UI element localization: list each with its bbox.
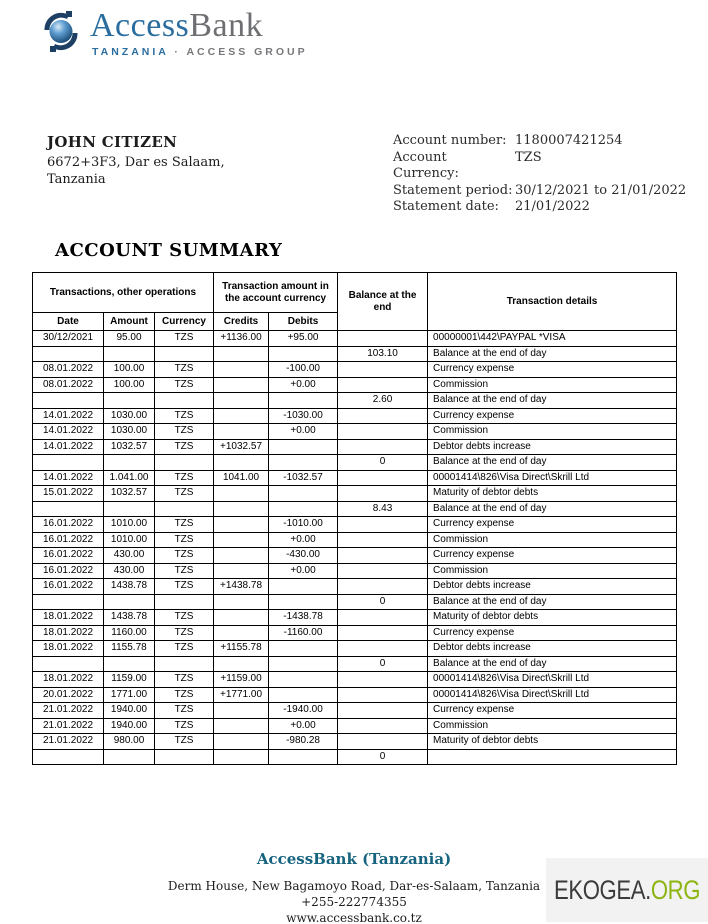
cell-currency: TZS — [155, 718, 214, 734]
cell-details: 00001414\826\Visa Direct\Skrill Ltd — [428, 470, 677, 486]
cell-amount: 1010.00 — [104, 532, 155, 548]
cell-amount: 1032.57 — [104, 486, 155, 502]
header-amount-group: Transaction amount in the account currency — [214, 273, 338, 313]
table-row — [33, 734, 677, 750]
cell-credits — [214, 377, 269, 393]
table-row — [33, 470, 677, 486]
cell-date: 08.01.2022 — [33, 377, 104, 393]
cell-debits — [269, 393, 338, 409]
cell-details: Commission — [428, 718, 677, 734]
statement-period-value: 30/12/2021 to 21/01/2022 — [515, 182, 687, 198]
cell-debits: -100.00 — [269, 362, 338, 378]
account-info-block — [393, 133, 686, 216]
cell-debits: -980.28 — [269, 734, 338, 750]
cell-debits: +0.00 — [269, 377, 338, 393]
cell-amount — [104, 656, 155, 672]
cell-credits — [214, 734, 269, 750]
cell-amount: 1159.00 — [104, 672, 155, 688]
account-number-label: Account number: — [393, 133, 507, 148]
footer-phone: +255-222774355 — [301, 895, 407, 909]
cell-balance: 0 — [338, 749, 428, 765]
table-row — [33, 625, 677, 641]
logo-word-bank: Bank — [189, 7, 264, 44]
cell-credits — [214, 424, 269, 440]
cell-debits: -430.00 — [269, 548, 338, 564]
table-row — [33, 331, 677, 347]
cell-currency: TZS — [155, 563, 214, 579]
table-row — [33, 501, 677, 517]
table-row — [33, 532, 677, 548]
cell-date: 14.01.2022 — [33, 439, 104, 455]
cell-currency — [155, 501, 214, 517]
logo-tagline — [92, 46, 308, 58]
cell-details: Balance at the end of day — [428, 393, 677, 409]
table-row — [33, 656, 677, 672]
cell-details: Commission — [428, 377, 677, 393]
cell-details: Currency expense — [428, 408, 677, 424]
cell-details: Currency expense — [428, 548, 677, 564]
footer-bank-name: AccessBank (Tanzania) — [256, 850, 452, 868]
statement-period-label: Statement period: — [393, 182, 513, 198]
cell-details: 00001414\826\Visa Direct\Skrill Ltd — [428, 687, 677, 703]
cell-balance — [338, 424, 428, 440]
cell-credits — [214, 486, 269, 502]
cell-details: Debtor debts increase — [428, 439, 677, 455]
logo-wordmark — [90, 8, 308, 44]
cell-date: 16.01.2022 — [33, 563, 104, 579]
cell-debits: +0.00 — [269, 718, 338, 734]
cell-balance — [338, 532, 428, 548]
cell-credits — [214, 548, 269, 564]
cell-date: 30/12/2021 — [33, 331, 104, 347]
header-balance: Balance at the end — [338, 273, 428, 331]
cell-details: Debtor debts increase — [428, 579, 677, 595]
cell-date: 16.01.2022 — [33, 579, 104, 595]
account-info-row — [393, 150, 686, 183]
table-row — [33, 563, 677, 579]
cell-date — [33, 346, 104, 362]
cell-amount: 1940.00 — [104, 703, 155, 719]
cell-debits — [269, 656, 338, 672]
cell-currency: TZS — [155, 470, 214, 486]
cell-credits — [214, 656, 269, 672]
cell-amount — [104, 594, 155, 610]
cell-details: Debtor debts increase — [428, 641, 677, 657]
cell-amount: 1030.00 — [104, 424, 155, 440]
table-row — [33, 579, 677, 595]
cell-balance — [338, 408, 428, 424]
cell-details: Currency expense — [428, 517, 677, 533]
table-row — [33, 393, 677, 409]
table-row — [33, 749, 677, 765]
logo-word-access: Access — [90, 7, 190, 44]
table-row — [33, 672, 677, 688]
cell-amount: 95.00 — [104, 331, 155, 347]
cell-balance: 0 — [338, 656, 428, 672]
cell-details: Commission — [428, 563, 677, 579]
customer-address-line2: Tanzania — [47, 172, 106, 187]
cell-date — [33, 594, 104, 610]
cell-date: 18.01.2022 — [33, 625, 104, 641]
cell-amount: 1438.78 — [104, 579, 155, 595]
cell-currency: TZS — [155, 439, 214, 455]
customer-address-line1: 6672+3F3, Dar es Salaam, — [47, 155, 225, 170]
cell-currency — [155, 455, 214, 471]
cell-balance — [338, 362, 428, 378]
cell-debits: +0.00 — [269, 563, 338, 579]
watermark-dark-part: EKOGEA. — [553, 874, 651, 905]
ekogea-watermark-text — [554, 875, 700, 906]
statement-date-value: 21/01/2022 — [515, 199, 590, 214]
cell-amount: 430.00 — [104, 548, 155, 564]
cell-currency: TZS — [155, 486, 214, 502]
customer-block — [47, 133, 225, 188]
cell-balance — [338, 548, 428, 564]
header-credits: Credits — [214, 313, 269, 331]
cell-credits: +1438.78 — [214, 579, 269, 595]
account-info-row — [393, 199, 686, 216]
cell-debits — [269, 346, 338, 362]
header-details: Transaction details — [428, 273, 677, 331]
cell-details: Balance at the end of day — [428, 455, 677, 471]
table-row — [33, 641, 677, 657]
cell-details: Currency expense — [428, 703, 677, 719]
cell-balance: 0 — [338, 455, 428, 471]
cell-balance — [338, 718, 428, 734]
cell-credits — [214, 718, 269, 734]
customer-address — [47, 154, 225, 188]
cell-debits: +95.00 — [269, 331, 338, 347]
customer-name: JOHN CITIZEN — [47, 133, 178, 151]
cell-balance — [338, 486, 428, 502]
table-row — [33, 610, 677, 626]
logo-text — [90, 8, 308, 58]
cell-balance — [338, 563, 428, 579]
cell-details: Currency expense — [428, 362, 677, 378]
cell-currency — [155, 594, 214, 610]
cell-details: 00001414\826\Visa Direct\Skrill Ltd — [428, 672, 677, 688]
cell-credits — [214, 749, 269, 765]
cell-details: Maturity of debtor debts — [428, 486, 677, 502]
account-currency-label: Account Currency: — [393, 149, 459, 181]
cell-date: 18.01.2022 — [33, 610, 104, 626]
cell-date — [33, 656, 104, 672]
cell-details: Currency expense — [428, 625, 677, 641]
cell-currency: TZS — [155, 734, 214, 750]
account-summary-title: ACCOUNT SUMMARY — [55, 240, 283, 261]
cell-amount — [104, 455, 155, 471]
cell-debits — [269, 749, 338, 765]
cell-currency: TZS — [155, 331, 214, 347]
cell-balance — [338, 377, 428, 393]
globe-orbit-icon — [38, 10, 84, 54]
cell-amount: 1438.78 — [104, 610, 155, 626]
table-row — [33, 346, 677, 362]
cell-amount: 980.00 — [104, 734, 155, 750]
statement-date-label: Statement date: — [393, 199, 499, 214]
cell-date — [33, 749, 104, 765]
cell-date: 21.01.2022 — [33, 734, 104, 750]
header-debits: Debits — [269, 313, 338, 331]
cell-currency: TZS — [155, 579, 214, 595]
cell-amount: 1155.78 — [104, 641, 155, 657]
table-row — [33, 362, 677, 378]
cell-debits: -1030.00 — [269, 408, 338, 424]
cell-amount — [104, 749, 155, 765]
cell-currency: TZS — [155, 703, 214, 719]
cell-details: Balance at the end of day — [428, 346, 677, 362]
cell-amount: 1771.00 — [104, 687, 155, 703]
cell-credits — [214, 346, 269, 362]
cell-date: 18.01.2022 — [33, 641, 104, 657]
table-row — [33, 718, 677, 734]
accessbank-logo — [38, 8, 308, 58]
cell-debits — [269, 672, 338, 688]
cell-credits — [214, 501, 269, 517]
cell-amount: 1940.00 — [104, 718, 155, 734]
cell-currency: TZS — [155, 377, 214, 393]
cell-date: 15.01.2022 — [33, 486, 104, 502]
cell-debits: -1438.78 — [269, 610, 338, 626]
cell-amount: 100.00 — [104, 362, 155, 378]
cell-amount — [104, 501, 155, 517]
account-info-row — [393, 183, 686, 200]
cell-debits — [269, 579, 338, 595]
cell-amount: 1010.00 — [104, 517, 155, 533]
cell-amount — [104, 393, 155, 409]
footer-address: Derm House, New Bagamoyo Road, Dar-es-Salaam, Tanzania — [167, 879, 541, 893]
cell-currency: TZS — [155, 517, 214, 533]
table-row — [33, 594, 677, 610]
table-row — [33, 439, 677, 455]
cell-credits: +1136.00 — [214, 331, 269, 347]
cell-balance — [338, 610, 428, 626]
header-amount: Amount — [104, 313, 155, 331]
cell-date — [33, 393, 104, 409]
cell-credits — [214, 594, 269, 610]
cell-balance — [338, 579, 428, 595]
cell-date: 18.01.2022 — [33, 672, 104, 688]
cell-balance — [338, 672, 428, 688]
cell-details: Balance at the end of day — [428, 594, 677, 610]
cell-balance — [338, 625, 428, 641]
table-row — [33, 703, 677, 719]
cell-credits — [214, 563, 269, 579]
cell-debits — [269, 687, 338, 703]
cell-credits — [214, 703, 269, 719]
table-row — [33, 408, 677, 424]
cell-currency — [155, 656, 214, 672]
cell-details: Maturity of debtor debts — [428, 734, 677, 750]
cell-credits: +1771.00 — [214, 687, 269, 703]
cell-credits — [214, 455, 269, 471]
table-row — [33, 517, 677, 533]
cell-date: 14.01.2022 — [33, 408, 104, 424]
table-row — [33, 424, 677, 440]
cell-date: 16.01.2022 — [33, 517, 104, 533]
cell-credits — [214, 393, 269, 409]
account-currency-value: TZS — [515, 149, 542, 165]
cell-debits: +0.00 — [269, 424, 338, 440]
cell-debits: -1010.00 — [269, 517, 338, 533]
cell-balance — [338, 641, 428, 657]
cell-debits — [269, 486, 338, 502]
cell-currency — [155, 749, 214, 765]
cell-credits: +1155.78 — [214, 641, 269, 657]
cell-amount: 1.041.00 — [104, 470, 155, 486]
account-info-row — [393, 133, 686, 150]
cell-balance: 8.43 — [338, 501, 428, 517]
cell-debits: -1940.00 — [269, 703, 338, 719]
cell-currency — [155, 393, 214, 409]
cell-balance — [338, 703, 428, 719]
cell-amount: 1032.57 — [104, 439, 155, 455]
table-row — [33, 486, 677, 502]
cell-balance — [338, 439, 428, 455]
cell-currency: TZS — [155, 408, 214, 424]
cell-credits — [214, 408, 269, 424]
cell-details: 00000001\442\PAYPAL *VISA — [428, 331, 677, 347]
cell-currency: TZS — [155, 548, 214, 564]
cell-date: 20.01.2022 — [33, 687, 104, 703]
cell-details: Balance at the end of day — [428, 501, 677, 517]
cell-date — [33, 455, 104, 471]
cell-date: 14.01.2022 — [33, 470, 104, 486]
cell-details — [428, 749, 677, 765]
cell-credits — [214, 625, 269, 641]
cell-debits: +0.00 — [269, 532, 338, 548]
cell-credits: +1032.57 — [214, 439, 269, 455]
cell-currency: TZS — [155, 362, 214, 378]
table-row — [33, 377, 677, 393]
cell-balance: 0 — [338, 594, 428, 610]
cell-date — [33, 501, 104, 517]
table-row — [33, 548, 677, 564]
cell-balance — [338, 517, 428, 533]
header-currency: Currency — [155, 313, 214, 331]
cell-credits: 1041.00 — [214, 470, 269, 486]
cell-details: Balance at the end of day — [428, 656, 677, 672]
header-transactions-group: Transactions, other operations — [33, 273, 214, 313]
cell-debits — [269, 594, 338, 610]
cell-date: 14.01.2022 — [33, 424, 104, 440]
cell-balance — [338, 470, 428, 486]
cell-credits — [214, 610, 269, 626]
cell-date: 16.01.2022 — [33, 548, 104, 564]
cell-currency: TZS — [155, 532, 214, 548]
account-number-value: 1180007421254 — [515, 133, 623, 148]
cell-credits: +1159.00 — [214, 672, 269, 688]
cell-debits — [269, 455, 338, 471]
table-row — [33, 687, 677, 703]
cell-debits — [269, 439, 338, 455]
cell-date: 16.01.2022 — [33, 532, 104, 548]
cell-amount — [104, 346, 155, 362]
transactions-tbody — [33, 331, 677, 765]
ekogea-watermark — [546, 858, 708, 922]
logo-tagline-country: TANZANIA — [92, 46, 169, 58]
cell-balance — [338, 734, 428, 750]
cell-currency: TZS — [155, 641, 214, 657]
cell-details: Commission — [428, 532, 677, 548]
cell-amount: 1030.00 — [104, 408, 155, 424]
cell-debits — [269, 641, 338, 657]
cell-currency: TZS — [155, 610, 214, 626]
cell-balance: 103.10 — [338, 346, 428, 362]
cell-amount: 1160.00 — [104, 625, 155, 641]
cell-amount: 430.00 — [104, 563, 155, 579]
cell-currency — [155, 346, 214, 362]
cell-credits — [214, 517, 269, 533]
cell-credits — [214, 532, 269, 548]
cell-debits — [269, 501, 338, 517]
transactions-table — [32, 272, 677, 765]
cell-details: Commission — [428, 424, 677, 440]
footer-website: www.accessbank.co.tz — [286, 911, 422, 924]
cell-balance — [338, 687, 428, 703]
cell-date: 21.01.2022 — [33, 718, 104, 734]
cell-debits: -1032.57 — [269, 470, 338, 486]
cell-date: 21.01.2022 — [33, 703, 104, 719]
cell-balance — [338, 331, 428, 347]
cell-amount: 100.00 — [104, 377, 155, 393]
logo-tagline-group: · ACCESS GROUP — [168, 46, 308, 58]
cell-currency: TZS — [155, 625, 214, 641]
cell-currency: TZS — [155, 687, 214, 703]
cell-date: 08.01.2022 — [33, 362, 104, 378]
cell-balance: 2.60 — [338, 393, 428, 409]
cell-debits: -1160.00 — [269, 625, 338, 641]
cell-credits — [214, 362, 269, 378]
header-date: Date — [33, 313, 104, 331]
cell-currency: TZS — [155, 424, 214, 440]
cell-details: Maturity of debtor debts — [428, 610, 677, 626]
watermark-green-part: ORG — [650, 874, 701, 905]
table-row — [33, 455, 677, 471]
cell-currency: TZS — [155, 672, 214, 688]
